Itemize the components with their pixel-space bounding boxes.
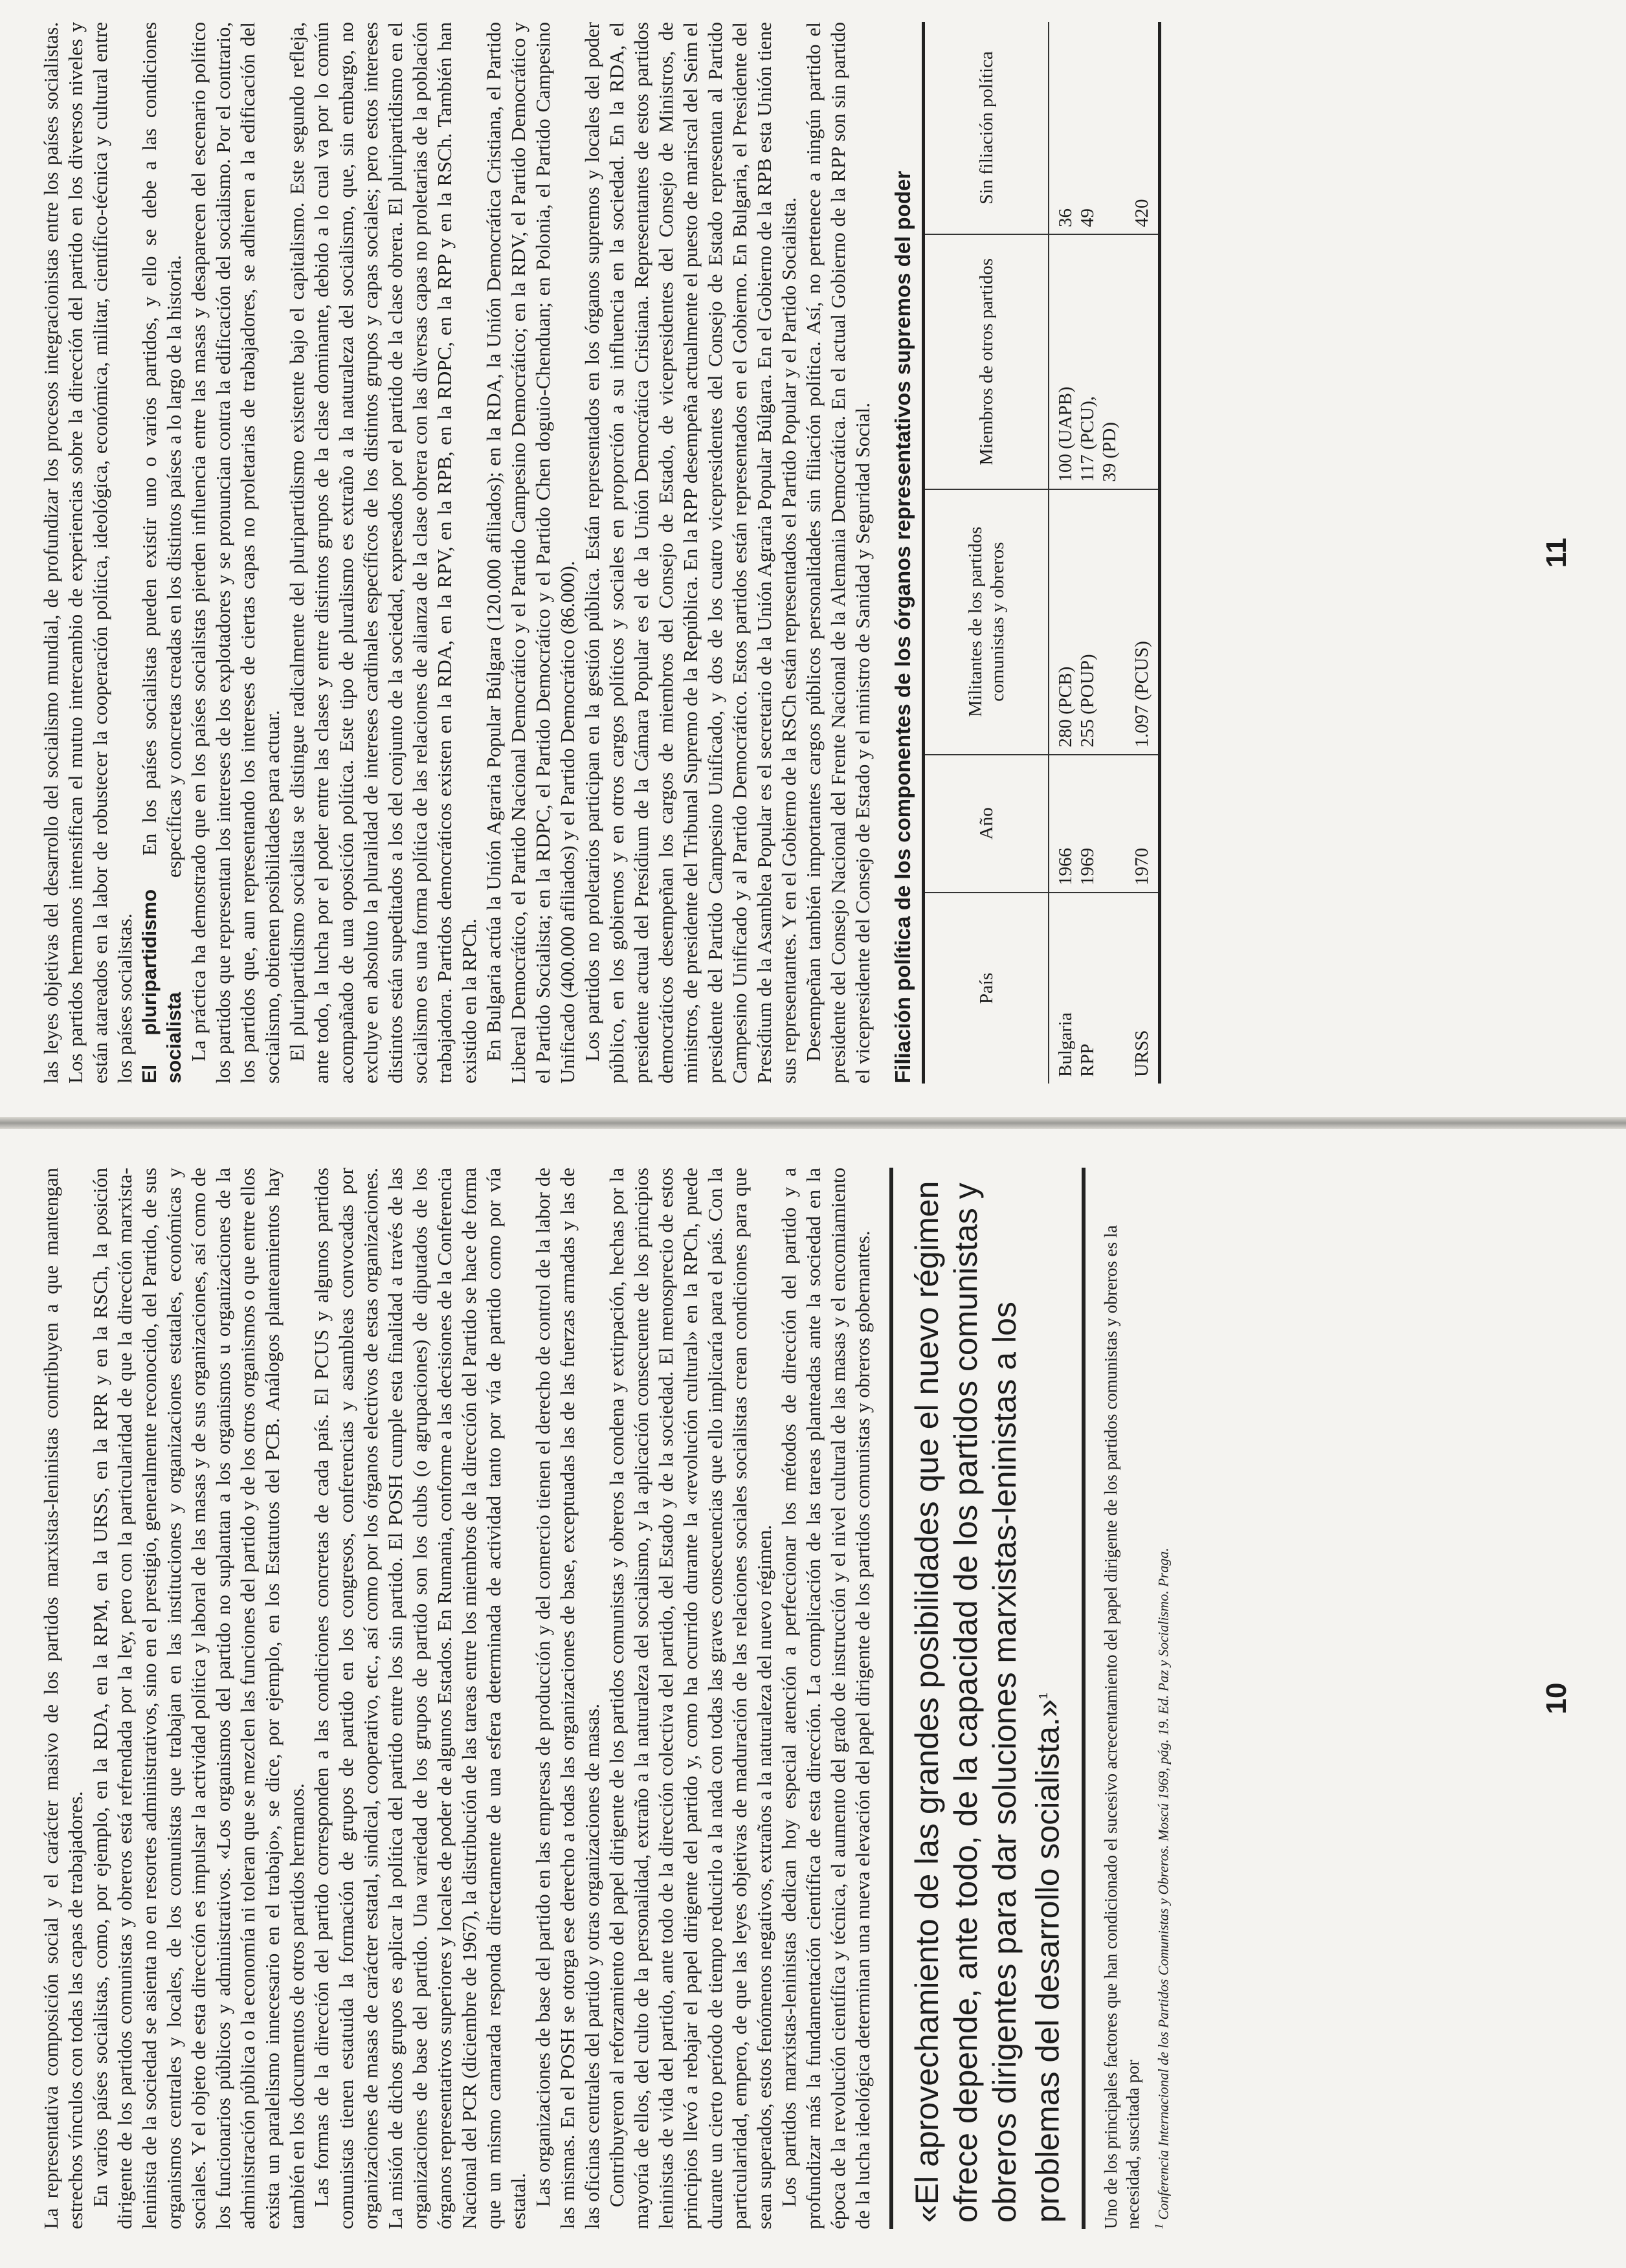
cell-line: 100 (UAPB): [1055, 386, 1076, 482]
page-number: 10: [1541, 1682, 1572, 1715]
cell-line: 255 (POUP): [1077, 654, 1098, 748]
cell-line: 1970: [1131, 847, 1152, 885]
cell-line: RPP: [1077, 1043, 1098, 1077]
right-body-text: [39, 22, 875, 1084]
cell-line: 1.097 (PCUS): [1131, 641, 1152, 748]
column-header: Sin filiación política: [924, 22, 1049, 234]
table-cell: [1049, 489, 1126, 755]
paragraph: Las formas de la dirección del partido corresponden a las condiciones concretas de cada país. El PCUS y algunos partidos comunistas tienen estatuida la formación de grupos de partido en los congresos, conferencias y asambleas convocadas por organizaciones de masas de carácter estatal, sindical, cooperativo, etc., así como por los órganos electivos de estas organizaciones. La misión de dichos grupos es aplicar la política del partido entre los sin partido. El POSH cumple esta finalidad a través de las organizaciones de base del partido. Una variedad de los grupos de partido son los clubs (o agrupaciones) de diputados de los órganos representativos superiores y locales de poder de algunos Estados. En Rumania, conforme a las decisiones de la Conferencia Nacional del PCR (diciembre de 1967), la distribución de las tareas entre los miembros de la dirección del Partido se hace de forma que un mismo camarada responda directamente de una esfera determinada de actividad tanto por vía de partido como por vía estatal.: [310, 1168, 529, 2229]
footnote-reference: 1: [1037, 1693, 1050, 1700]
table-row: [1126, 22, 1160, 1084]
footnote-number: 1: [1152, 2223, 1165, 2229]
left-page: [39, 1168, 1579, 2229]
pull-quote-text: «El aprovechamiento de las grandes posibilidades que el nuevo régimen ofrece depende, ante todo, de la capacidad de los partidos comunistas y obreros dirigentes para dar soluciones marxistas-leninistas a los problemas del desarrollo socialista.»: [909, 1181, 1066, 2223]
filiation-table: [922, 22, 1161, 1084]
cell-line: 420: [1131, 199, 1152, 228]
paragraph: La representativa composición social y el carácter masivo de los partidos marxistas-leninistas contribuyen a que mantengan estrechos vínculos con todas las capas de trabajadores.: [39, 1168, 87, 2229]
cell-line: 1966: [1055, 847, 1076, 885]
paragraph: El pluripartidismo socialista se distingue radicalmente del pluripartidismo existente bajo el capitalismo. Este segundo refleja, ante todo, la lucha por el poder entre las clases y entre distintos grupos de la clase dominante, debido a lo cual va por lo común acompañado de una oposición política. Este tipo de pluralismo es extraño a la naturaleza del socialismo, que, sin embargo, no excluye en absoluto la pluralidad de intereses cardinales específicos de los distintos grupos y capas sociales; pero estos intereses distintos están supeditados a los del conjunto de la sociedad, expresados por el partido de la clase obrera. El pluripartidismo en el socialismo es una forma política de las relaciones de alianza de la clase obrera con las diversas capas no proletarias de la población trabajadora. Partidos democráticos existen en la RDA, en la RPV, en la RPB, en la RDPC, en la RPP y en la RSCh. También han existido en la RPCh.: [285, 22, 480, 1084]
cell-line: 117 (PCU),: [1077, 395, 1098, 482]
column-header: Militantes de los partidos comunistas y obreros: [924, 489, 1049, 755]
cell-line: 49: [1077, 208, 1098, 228]
table-cell: [1049, 234, 1126, 489]
table-cell: [1049, 22, 1126, 234]
left-body-text: [39, 1168, 875, 2229]
column-header: Año: [924, 755, 1049, 893]
cell-line: 36: [1055, 208, 1076, 228]
table-cell: [1126, 755, 1160, 893]
left-footer-text: [1100, 1168, 1174, 2229]
section-pluripartidismo: [137, 22, 186, 1084]
book-gutter: [0, 1117, 1626, 1129]
page-number: 11: [1541, 537, 1572, 568]
table-cell: [1126, 893, 1160, 1084]
table-body: [1049, 22, 1160, 1084]
table-cell: [1049, 755, 1126, 893]
cell-line: URSS: [1131, 1030, 1152, 1077]
closing-paragraph: Uno de los principales factores que han condicionado el sucesivo acrecentamiento del papel dirigente de los partidos comunistas y obreros es la necesidad, suscitada por: [1100, 1225, 1142, 2229]
footnote: [1148, 1168, 1174, 2229]
table-header-row: [924, 22, 1049, 1084]
table-row: [1049, 22, 1126, 1084]
paragraph: En varios países socialistas, como, por ejemplo, en la RDA, en la RPM, en la URSS, en la RPR y en la RSCh, la posición dirigente de los partidos comunistas y obreros está refrendada por la ley, pero con la particularidad de que la dirección marxista-leninista de la sociedad se asienta no en resortes administrativos, sino en el prestigio, generalmente reconocido, del Partido, de sus organismos centrales y locales, de los comunistas que trabajan en las instituciones y organizaciones estatales, económicas y sociales. Y el objeto de esta dirección es impulsar la actividad política y laboral de las masas y de sus organizaciones, así como de los funcionarios públicos y administrativos. «Los organismos del partido no suplantan a los organismos u organizaciones de la administración pública o la economía ni toleran que se mezclen las funciones del partido y de los otros organismos o que entre ellos exista un paralelismo innecesario en el trabajo», se dice, por ejemplo, en los Estatutos del PCB. Análogos planteamientos hay también en los documentos de otros partidos hermanos.: [89, 1168, 308, 2229]
cell-line: 280 (PCB): [1055, 666, 1076, 748]
paragraph: Las organizaciones de base del partido en las empresas de producción y del comercio tienen el derecho de control de la labor de las mismas. En el POSH se otorga ese derecho a todas las organizaciones de base, exceptuadas las de las fuerzas armadas y las de las oficinas centrales del partido y otras organizaciones de masas.: [531, 1168, 603, 2229]
column-header: Miembros de otros partidos: [924, 234, 1049, 489]
cell-line: Bulgaria: [1055, 1012, 1076, 1077]
paragraph: Los partidos marxistas-leninistas dedican hoy especial atención a perfeccionar los métodos de dirección del partido y a profundizar más la fundamentación científica de esta dirección. La complicación de las tareas planteadas ante la sociedad en la época de la revolución científica y técnica, el aumento del grado de instrucción y el nivel cultural de las masas y el encomiamiento de la lucha ideológica determinan una nueva elevación del papel dirigente de los partidos comunistas y obreros gobernantes.: [777, 1168, 874, 2229]
pull-quote: [908, 1168, 1067, 2229]
table-cell: [1126, 234, 1160, 489]
paragraph: La práctica ha demostrado que en los países socialistas pierden influencia entre las masas y desaparecen del escenario político los partidos que representan los intereses de los explotadores y se pronuncian contra la edificación del socialismo. Por el contrario, los partidos que, aun representando los intereses de ciertas capas no proletarias de trabajadores, se adhieren a la edificación del socialismo, obtienen posibilidades para actuar.: [187, 22, 284, 1084]
section-heading: El pluripartidismo socialista: [138, 889, 185, 1084]
table-caption: Filiación política de los componentes de los órganos representativos supremos del poder: [891, 170, 915, 1084]
cell-line: 39 (PD): [1099, 421, 1120, 482]
table-cell: [1049, 893, 1126, 1084]
table-cell: [1126, 489, 1160, 755]
section-lead: En los países socialistas pueden existir uno o varios partidos, y ello se debe a las condiciones específicas y concretas creadas en los distintos países a lo largo de la historia.: [138, 22, 185, 878]
paragraph: Contribuyeron al reforzamiento del papel dirigente de los partidos comunistas y obreros la condena y extirpación, hechas por la mayoría de ellos, del culto de la personalidad, extraño a la naturaleza del socialismo, y la aplicación consecuente de los principios leninistas de vida del partido, ante todo de la dirección colectiva del partido, del Estado y de la sociedad. El menosprecio de estos principios llevó a rebajar el papel dirigente del partido y, como ha ocurrido durante la «revolución cultural» en la RPCh, puede durante un cierto período de tiempo reducirlo a la nada con todas las graves consecuencias que ello implicaría para el país. Con la particularidad, empero, de que las leyes objetivas de maduración de las relaciones sociales socialistas crean condiciones para que sean superados, estos fenómenos negativos, extraños a la naturaleza del nuevo régimen.: [605, 1168, 775, 2229]
column-header: País: [924, 893, 1049, 1084]
footnote-text: Conferencia Internacional de los Partidos Comunistas y Obreros. Moscú 1969, pág. 19. Ed. Paz y Socialismo. Praga.: [1154, 1548, 1171, 2220]
paragraph: las leyes objetivas del desarrollo del socialismo mundial, de profundizar los procesos integracionistas entre los países socialistas. Los partidos hermanos intensifican el mutuo intercambio de experiencias sobre la dirección del partido en los diversos niveles y están atareados en la labor de robustecer la cooperación política, ideológica, económica, militar, científico-técnica y cultural entre los países socialistas.: [39, 22, 136, 1084]
quote-rule-top: [889, 1168, 893, 2229]
paragraph: Los partidos no proletarios participan en la gestión pública. Están representados en los órganos supremos y locales del poder público, en los gobiernos y en otros cargos políticos y sociales en proporción a su influencia en la sociedad. En la RDA, el presidente actual del Presídium de la Cámara Popular es el de la Unión Democrática Cristiana. Representantes de estos partidos democráticos desempeñan los cargos de miembros del Consejo de Estado, de vicepresidentes del Consejo de Ministros, de ministros, de presidente del Tribunal Supremo de la República. En la RPP desempeña actualmente el puesto de mariscal del Seim el presidente del Partido Campesino Unificado, y dos de los cuatro vicepresidentes del Consejo de Estado representan al Partido Campesino Unificado y al Partido Democrático. Estos partidos están representados en el Gobierno. En Bulgaria, el Presidente del Presídium de la Asamblea Popular es el secretario de la Unión Agraria Popular Búlgara. En el Gobierno de la RPB esta Unión tiene sus representantes. Y en el Gobierno de la RSCh están representados el Partido Popular y el Partido Socialista.: [581, 22, 800, 1084]
right-page: [39, 22, 1579, 1084]
paragraph: En Bulgaria actúa la Unión Agraria Popular Búlgara (120.000 afiliados); en la RDA, la Unión Democrática Cristiana, el Partido Liberal Democrático, el Partido Nacional Democrático y el Partido Campesino Democrático; en la RDV, el Partido Democrático y el Partido Socialista; en la RDPC, el Partido Democrático y el Partido Chen doguio-Chenduan; en Polonia, el Partido Campesino Unificado (400.000 afiliados) y el Partido Democrático (86.000).: [482, 22, 579, 1084]
cell-line: 1969: [1077, 847, 1098, 885]
table-cell: [1126, 22, 1160, 234]
paragraph: Desempeñan también importantes cargos públicos personalidades sin filiación política. Así, no pertenece a ningún partido el presidente del Consejo Nacional del Frente Nacional de la Alemania Democrática. En el actual Gobierno de la RPP son sin partido el vicepresidente del Consejo de Estado y el ministro de Sanidad y Seguridad Social.: [802, 22, 874, 1084]
quote-rule-bottom: [1082, 1168, 1086, 2229]
